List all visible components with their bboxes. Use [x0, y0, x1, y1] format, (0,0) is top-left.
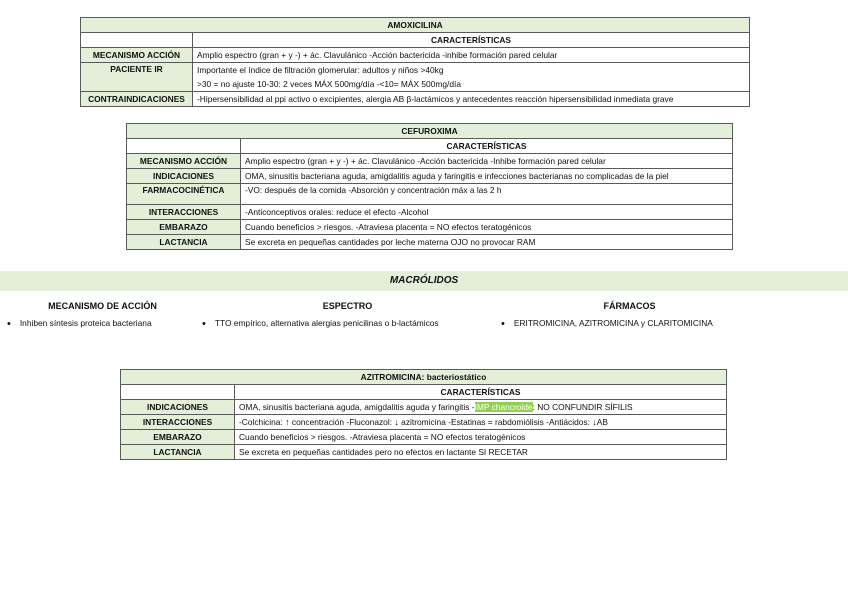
table-row	[121, 445, 727, 460]
row-value: Cuando beneficios > riesgos. -Atraviesa placenta = NO efectos teratogénicos	[241, 220, 733, 235]
row-value: -Anticonceptivos orales: reduce el efecto -Alcohol	[241, 205, 733, 220]
indicaciones-text: OMA, sinusitis bacteriana aguda, amigdalitis aguda y faringitis -	[239, 401, 475, 412]
interaccion-colchicina: -Colchicina:	[239, 416, 286, 427]
row-label: CONTRAINDICACIONES	[81, 92, 193, 107]
table-header-row	[81, 33, 750, 48]
table-header-row	[121, 385, 727, 400]
interaccion-fluconazol-effect: azitromicina	[398, 416, 446, 427]
list-item	[7, 318, 152, 330]
list-item-text: TTO empírico, alternativa alergias penicilinas o b-lactámicos	[214, 318, 439, 328]
table-row	[81, 92, 750, 107]
table-title: CEFUROXIMA	[127, 124, 733, 139]
row-label: LACTANCIA	[121, 445, 235, 460]
table-row	[127, 205, 733, 220]
column-heading-espectro: ESPECTRO	[322, 301, 373, 311]
cefuroxima-table	[126, 123, 733, 250]
row-label: INDICACIONES	[121, 400, 235, 415]
table-row	[81, 48, 750, 63]
row-value: -VO: después de la comida -Absorción y concentración máx a las 2 h	[241, 184, 733, 205]
table-title: AZITROMICINA: bacteriostático	[121, 370, 727, 385]
interaccion-estatinas: -Estatinas = rabdomiólisis -Antiácidos:	[445, 416, 593, 427]
list-item	[202, 318, 439, 330]
table-row	[81, 63, 750, 78]
interaccion-colchicina-effect: concentración	[289, 416, 345, 427]
table-title-row	[81, 18, 750, 33]
table-row	[127, 154, 733, 169]
arrow-down-icon: ↓	[394, 416, 399, 427]
table-row	[127, 235, 733, 250]
indicaciones-text-after: : NO CONFUNDIR SÍFILIS	[532, 401, 633, 412]
row-label: LACTANCIA	[127, 235, 241, 250]
row-value: >30 = no ajuste 10-30: 2 veces MÁX 500mg/día -<10= MÁX 500mg/día	[193, 77, 750, 92]
amoxicilina-table	[80, 17, 750, 107]
row-label: INDICACIONES	[127, 169, 241, 184]
bullet-icon: •	[202, 318, 206, 330]
column-heading-farmacos: FÁRMACOS	[603, 301, 656, 311]
table-row	[127, 184, 733, 205]
bullet-icon: •	[501, 318, 505, 330]
highlight-chancroide: IMP chancroide	[474, 401, 533, 412]
row-value: -Hipersensibilidad al ppi activo o excipientes, alergia AB β-lactámicos y antecedentes reacción hipersensibilidad inmediata grave	[193, 92, 750, 107]
table-title-row	[127, 124, 733, 139]
interaccion-antiacidos-effect: AB	[596, 416, 608, 427]
bullet-icon: •	[7, 318, 11, 330]
row-value: Importante el índice de filtración glomerular: adultos y niños >40kg	[193, 63, 750, 78]
row-label: MECANISMO ACCIÓN	[81, 48, 193, 63]
table-title-row	[121, 370, 727, 385]
azitromicina-table	[120, 369, 727, 460]
row-value: Se excreta en pequeñas cantidades pero no efectos en lactante SI RECETAR	[235, 445, 727, 460]
table-title: AMOXICILINA	[81, 18, 750, 33]
row-value: OMA, sinusitis bacteriana aguda, amigdalitis aguda y faringitis e infecciones bacterianas no complicadas de la piel	[241, 169, 733, 184]
table-header-row	[127, 139, 733, 154]
list-item-text: ERITROMICINA, AZITROMICINA y CLARITOMICINA	[513, 318, 713, 328]
table-row	[127, 169, 733, 184]
table-row	[121, 415, 727, 430]
row-value: Cuando beneficios > riesgos. -Atraviesa placenta = NO efectos teratogénicos	[235, 430, 727, 445]
row-label: INTERACCIONES	[127, 205, 241, 220]
row-label: EMBARAZO	[127, 220, 241, 235]
row-label: FARMACOCINÉTICA	[127, 184, 241, 205]
interaccion-fluconazol: -Fluconazol:	[344, 416, 395, 427]
table-row	[121, 400, 727, 415]
characteristics-header: CARACTERÍSTICAS	[193, 33, 750, 48]
list-item-text: Inhiben síntesis proteica bacteriana	[19, 318, 152, 328]
row-label: MECANISMO ACCIÓN	[127, 154, 241, 169]
characteristics-header: CARACTERÍSTICAS	[235, 385, 727, 400]
row-label: INTERACCIONES	[121, 415, 235, 430]
row-value: Amplio espectro (gran + y -) + ác. Clavulánico -Acción bactericida -inhibe formación pared celular	[193, 48, 750, 63]
arrow-down-icon: ↓	[592, 416, 597, 427]
row-value: Se excreta en pequeñas cantidades por leche materna OJO no provocar RAM	[241, 235, 733, 250]
row-value	[235, 400, 727, 415]
row-label: PACIENTE IR	[81, 63, 193, 92]
table-row	[121, 430, 727, 445]
macrolidos-section-title: MACRÓLIDOS	[0, 271, 848, 291]
row-value: Amplio espectro (gran + y -) + ác. Clavulánico -Acción bactericida -Inhibe formación pared celular	[241, 154, 733, 169]
table-row	[127, 220, 733, 235]
characteristics-header: CARACTERÍSTICAS	[241, 139, 733, 154]
row-value	[235, 415, 727, 430]
list-item	[501, 318, 713, 330]
row-label: EMBARAZO	[121, 430, 235, 445]
arrow-up-icon: ↑	[285, 416, 290, 427]
column-heading-mecanismo: MECANISMO DE ACCIÓN	[48, 301, 157, 311]
